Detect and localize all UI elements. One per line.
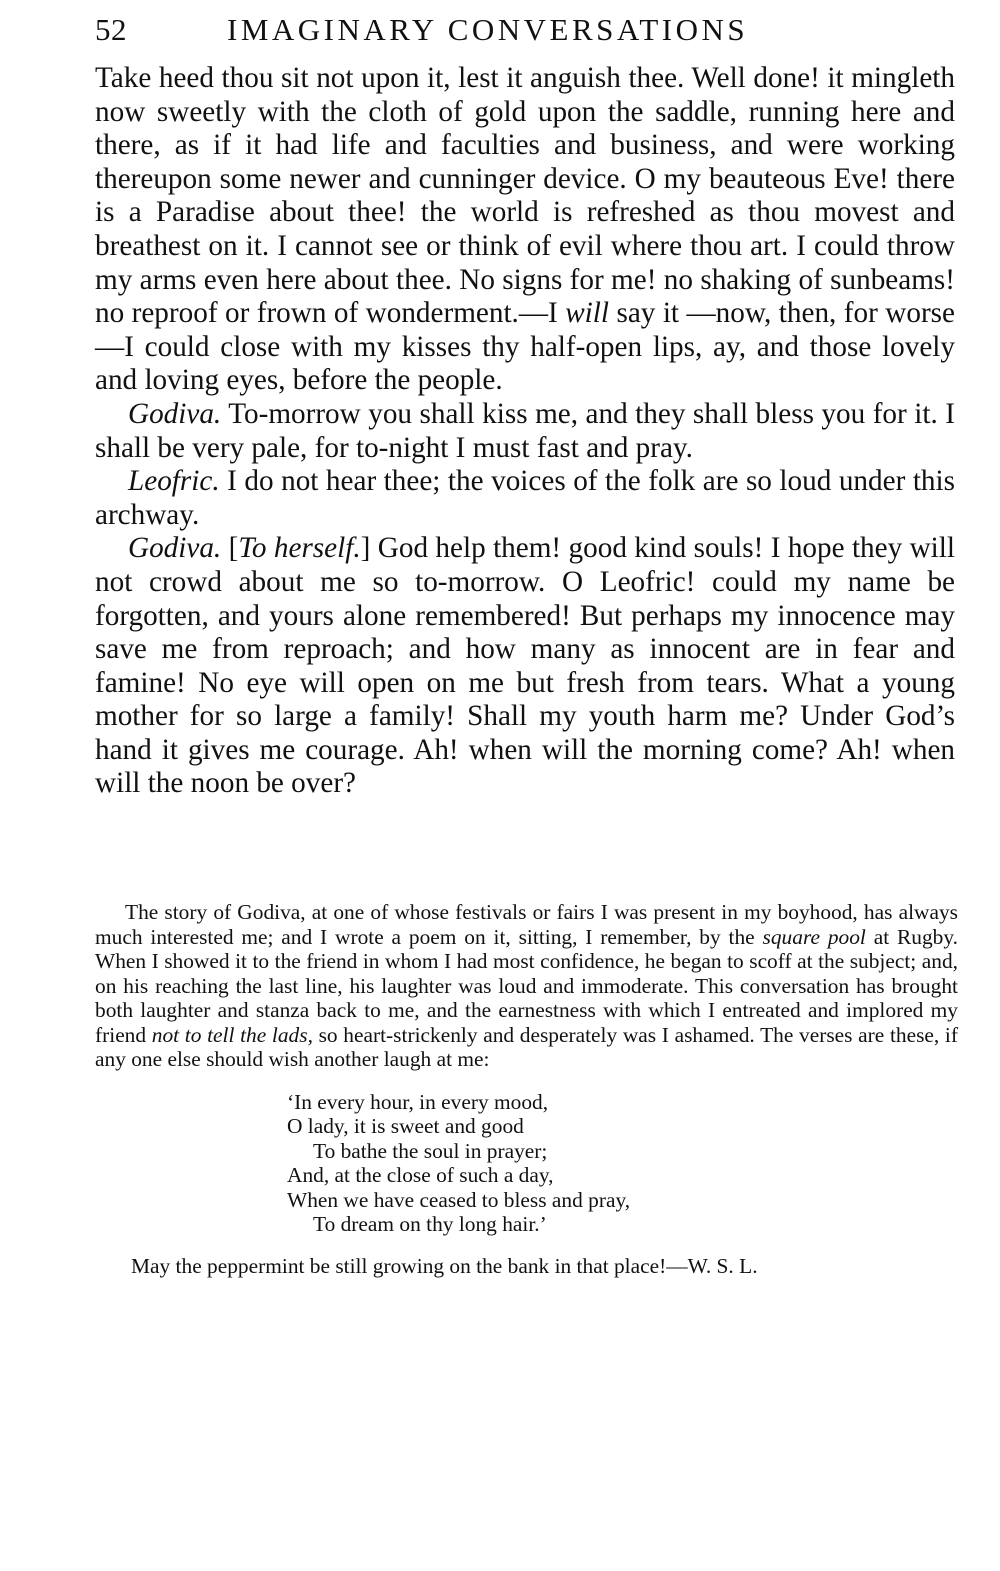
poem-line: O lady, it is sweet and good	[287, 1114, 524, 1138]
speech-text-end: say it —now, then, for worse—I could close with my kisses thy half-open lips, ay, and those lovely and loving eyes, before the people.	[95, 297, 955, 397]
note-emphasis: not to tell the lads,	[151, 1022, 313, 1047]
note-text: The story of Godiva, at one of whose festivals or fairs I was present in my boyhood, has always much interested me; and I wrote a poem on it, sitting, I remember, by the	[95, 900, 958, 949]
leofric-speech	[95, 465, 955, 532]
godiva-speech	[95, 398, 955, 465]
speech-text: Take heed thou sit not upon it, lest it anguish thee. Well done! it mingleth now sweetly with the cloth of gold upon the saddle, running here and there, as if it had life and faculties and business, and were working thereupon some newer and cunninger device. O my beauteous Eve! there is a Paradise about thee! the world is refreshed as thou movest and breathest on it. I cannot see or think of evil where thou art. I could throw my arms even here about thee. No signs for me! no shaking of sunbeams! no reproof or frown of wonderment.—I	[95, 62, 955, 330]
poem	[287, 1090, 958, 1237]
poem-line: ‘In every hour, in every mood,	[287, 1089, 549, 1114]
poem-line: And, at the close of such a day,	[287, 1163, 554, 1187]
closing-line: May the peppermint be still growing on the bank in that place!—W. S. L.	[131, 1253, 758, 1278]
speaker-name: Godiva.	[128, 532, 222, 565]
emphasis-text: will	[565, 297, 610, 330]
speech-text: God help them! good kind souls! I hope they will not crowd about me so to-morrow. O Leofric! could my name be forgotten, and yours alone remembered! But perhaps my innocence may save me from reproach; and how many as innocent are in fear and famine! No eye will open on me but fresh from tears. What a young mother for so large a family! Shall my youth harm me? Under God’s hand it gives me courage. Ah! when will the morning come? Ah! when will the noon be over?	[95, 532, 955, 800]
running-header	[95, 12, 955, 52]
running-title: IMAGINARY CONVERSATIONS	[227, 12, 749, 47]
speaker-name: Leofric.	[128, 465, 220, 498]
godiva-speech-aside	[95, 532, 955, 801]
poem-line: When we have ceased to bless and pray,	[287, 1187, 631, 1212]
speech-text: I do not hear thee; the voices of the folk are so loud under this archway.	[95, 465, 955, 531]
bracket-close: ]	[360, 532, 371, 565]
note-emphasis: square pool	[762, 924, 866, 949]
poem-line: To dream on thy long hair.’	[313, 1212, 547, 1236]
leofric-speech-continued	[95, 62, 955, 398]
poem-line: To bathe the soul in prayer;	[313, 1138, 548, 1163]
speaker-name: Godiva.	[128, 397, 222, 430]
speech-text: To-morrow you shall kiss me, and they shall bless you for it. I shall be very pale, for to-night I must fast and pray.	[95, 397, 955, 464]
note-paragraph	[95, 900, 958, 1072]
note-text: so heart-strickenly and desperately was I ashamed. The verses are these, if any one else should wish another laugh at me:	[95, 1022, 958, 1071]
page-number: 52	[95, 12, 127, 47]
dialogue-body	[95, 62, 955, 801]
note-text: at Rugby. When I showed it to the friend in whom I had most confidence, he began to scoff at the subject; and, on his reaching the last line, his laughter was loud and immoderate. This conversation has brought both laughter and stanza back to me, and the earnestness with which I entreated and implored my friend	[95, 924, 959, 1047]
stage-direction: To herself.	[238, 532, 361, 565]
author-note	[95, 900, 958, 1278]
bracket-open: [	[221, 532, 239, 565]
